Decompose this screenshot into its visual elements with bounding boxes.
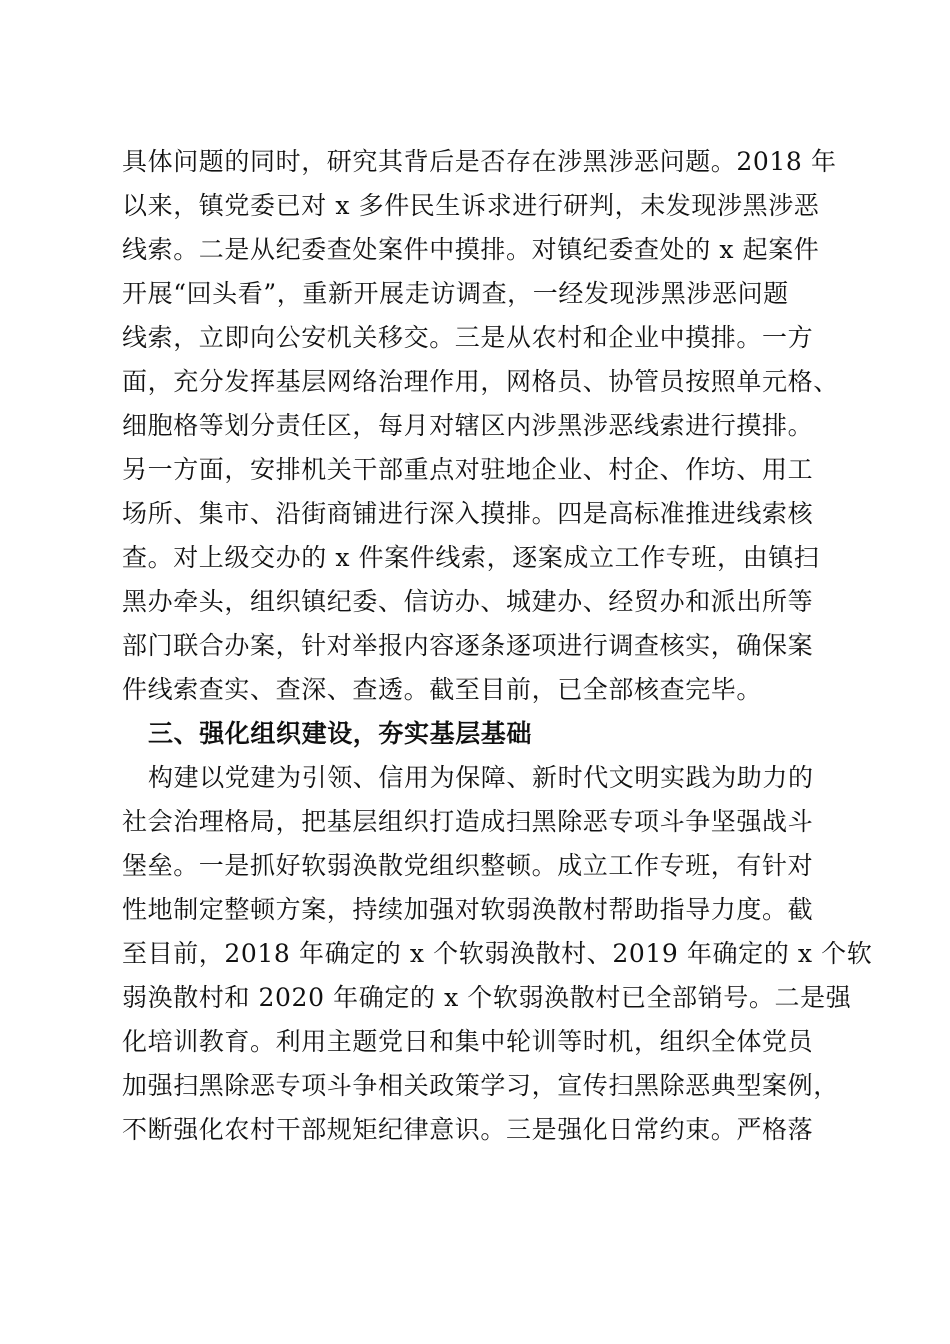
- body-text-line: 场所、集市、沿街商铺进行深入摸排。四是高标准推进线索核: [122, 499, 814, 528]
- body-text-line: 具体问题的同时，研究其背后是否存在涉黑涉恶问题。2018 年: [122, 147, 837, 176]
- body-text-line: 线索。二是从纪委查处案件中摸排。对镇纪委查处的 x 起案件: [122, 235, 820, 264]
- body-text-line: 另一方面，安排机关干部重点对驻地企业、村企、作坊、用工: [122, 455, 814, 484]
- body-text-line: 面，充分发挥基层网络治理作用，网格员、协管员按照单元格、: [122, 367, 839, 396]
- section-heading: 三、强化组织建设，夯实基层基础: [148, 719, 533, 748]
- body-text-line: 至目前，2018 年确定的 x 个软弱涣散村、2019 年确定的 x 个软: [122, 939, 873, 968]
- body-text-line: 弱涣散村和 2020 年确定的 x 个软弱涣散村已全部销号。二是强: [122, 983, 852, 1012]
- body-text-line: 开展“回头看”，重新开展走访调查，一经发现涉黑涉恶问题: [122, 279, 789, 308]
- body-text-line: 黑办牵头，组织镇纪委、信访办、城建办、经贸办和派出所等: [122, 587, 814, 616]
- body-text-line: 部门联合办案，针对举报内容逐条逐项进行调查核实，确保案: [122, 631, 814, 660]
- body-text-line: 以来，镇党委已对 x 多件民生诉求进行研判，未发现涉黑涉恶: [122, 191, 820, 220]
- body-text-line: 性地制定整顿方案，持续加强对软弱涣散村帮助指导力度。截: [122, 895, 814, 924]
- body-text-line: 构建以党建为引领、信用为保障、新时代文明实践为助力的: [148, 763, 814, 792]
- body-text-line: 堡垒。一是抓好软弱涣散党组织整顿。成立工作专班，有针对: [122, 851, 814, 880]
- body-text-line: 不断强化农村干部规矩纪律意识。三是强化日常约束。严格落: [122, 1115, 814, 1144]
- body-text-line: 细胞格等划分责任区，每月对辖区内涉黑涉恶线索进行摸排。: [122, 411, 814, 440]
- body-text-line: 件线索查实、查深、查透。截至目前，已全部核查完毕。: [122, 675, 763, 704]
- body-text-line: 社会治理格局，把基层组织打造成扫黑除恶专项斗争坚强战斗: [122, 807, 814, 836]
- body-text-line: 化培训教育。利用主题党日和集中轮训等时机，组织全体党员: [122, 1027, 814, 1056]
- body-text-line: 查。对上级交办的 x 件案件线索，逐案成立工作专班，由镇扫: [122, 543, 820, 572]
- body-text-line: 线索，立即向公安机关移交。三是从农村和企业中摸排。一方: [122, 323, 814, 352]
- body-text-line: 加强扫黑除恶专项斗争相关政策学习，宣传扫黑除恶典型案例，: [122, 1071, 839, 1100]
